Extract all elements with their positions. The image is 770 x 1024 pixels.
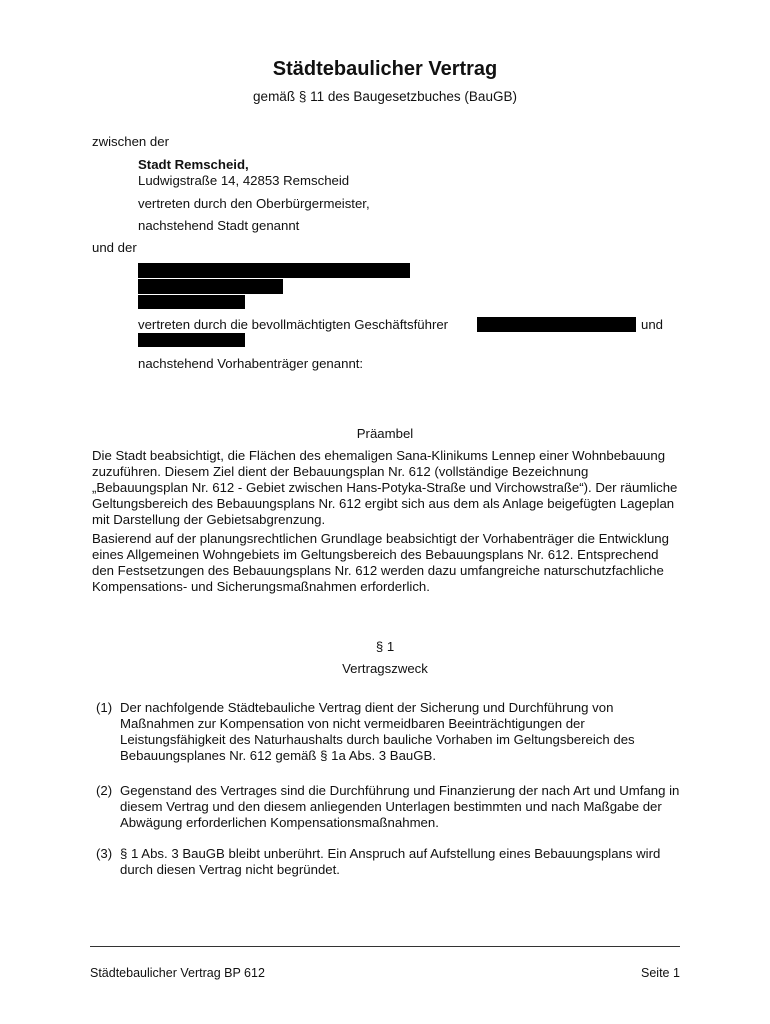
document-subtitle: gemäß § 11 des Baugesetzbuches (BauGB) [253, 89, 517, 104]
page-number: Seite 1 [641, 966, 680, 980]
and-label: und der [92, 240, 137, 255]
developer-represented: vertreten durch die bevollmächtigten Geschäftsführer [138, 317, 449, 332]
redaction-block-4 [477, 317, 636, 332]
developer-hereinafter: nachstehend Vorhabenträger genannt: [138, 356, 364, 371]
city-represented: vertreten durch den Oberbürgermeister, [138, 196, 370, 211]
footer-title: Städtebaulicher Vertrag BP 612 [90, 966, 265, 980]
redaction-block-2 [138, 279, 283, 294]
city-name: Stadt Remscheid, [138, 157, 249, 172]
preamble-heading: Präambel [356, 426, 414, 441]
redaction-block-5 [138, 333, 245, 347]
item-number: (2) [96, 783, 113, 798]
preamble-paragraph-1: Die Stadt beabsichtigt, die Flächen des ehemaligen Sana-Klinikums Lennep einer Wohnbebauung zuzuführen. Diesem Ziel dient der Bebauungsplan Nr. 612 (vollständige Bezeichnung „Bebauungsplan Nr. 612 - Gebiet zwischen Hans-Potyka-Straße und Virchowstraße“). Der räumliche Geltungsbereich des Bebauungsplans Nr. 612 ergibt sich aus dem als Anlage beigefügten Lageplan mit Darstellung der Gebietsabgrenzung. [92, 448, 678, 527]
list-item [96, 846, 686, 878]
redaction-block-3 [138, 295, 245, 309]
section-heading: Vertragszweck [342, 661, 428, 676]
redaction-block-1 [138, 263, 410, 278]
footer-divider [90, 946, 680, 947]
item-text: Der nachfolgende Städtebauliche Vertrag dient der Sicherung und Durchführung von Maßnahmen zur Kompensation von nicht vermeidbaren Beeinträchtigungen der Leistungsfähigkeit des Naturhaushalts durch bauliche Vorhaben im Geltungsbereich des Bebauungsplanes Nr. 612 gemäß § 1a Abs. 3 BauGB. [120, 700, 635, 763]
list-item [96, 783, 686, 831]
list-item [96, 700, 686, 764]
item-number: (3) [96, 846, 113, 861]
between-label: zwischen der [92, 134, 169, 149]
city-address: Ludwigstraße 14, 42853 Remscheid [138, 173, 350, 188]
preamble-paragraph-2: Basierend auf der planungsrechtlichen Grundlage beabsichtigt der Vorhabenträger die Entwicklung eines Allgemeinen Wohngebiets im Geltungsbereich des Bebauungsplans Nr. 612. Entsprechend den Festsetzungen des Bebauungsplans Nr. 612 werden dazu umfangreiche naturschutzfachliche Kompensations- und Sicherungsmaßnahmen erforderlich. [92, 531, 669, 594]
document-title: Städtebaulicher Vertrag [272, 58, 498, 80]
item-text: Gegenstand des Vertrages sind die Durchführung und Finanzierung der nach Art und Umfang in diesem Vertrag und den diesem anliegenden Unterlagen bestimmten und nach Maßgabe der Abwägung erforderlichen Kompensationsmaßnahmen. [120, 783, 680, 830]
city-hereinafter: nachstehend Stadt genannt [138, 218, 300, 233]
item-text: § 1 Abs. 3 BauGB bleibt unberührt. Ein Anspruch auf Aufstellung eines Bebauungsplans wird durch diesen Vertrag nicht begründet. [120, 846, 661, 877]
item-number: (1) [96, 700, 113, 715]
section-number: § 1 [375, 639, 395, 654]
developer-and: und [641, 317, 664, 332]
